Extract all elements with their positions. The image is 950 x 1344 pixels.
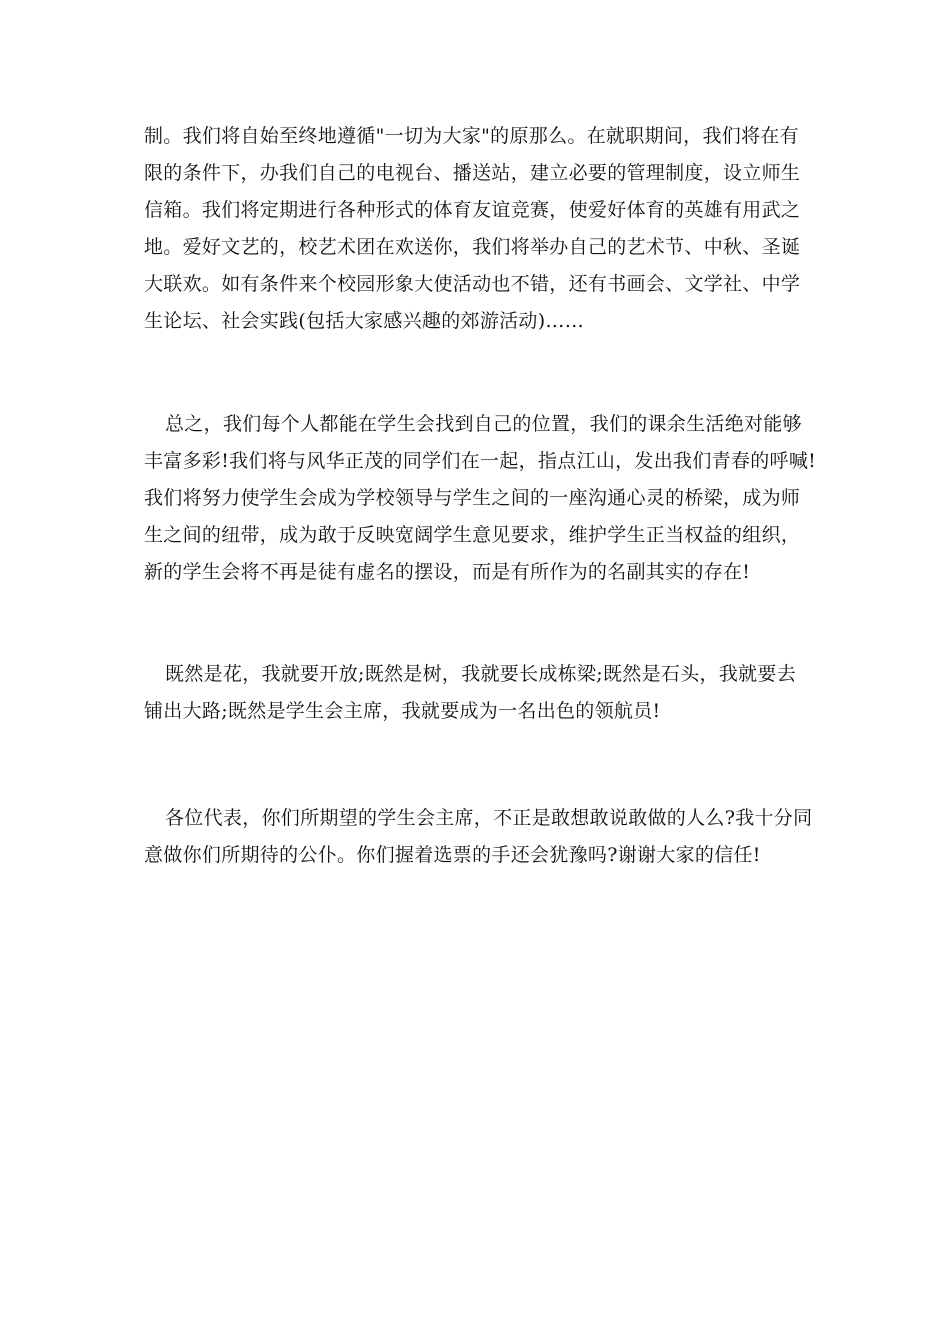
text-line: 生论坛、社会实践(包括大家感兴趣的郊游活动)…… — [144, 310, 585, 332]
text-line: 意做你们所期待的公仆。你们握着选票的手还会犹豫吗?谢谢大家的信任! — [144, 844, 761, 866]
text-line: 地。爱好文艺的，校艺术团在欢送你，我们将举办自己的艺术节、中秋、圣诞 — [144, 236, 801, 258]
text-line: 信箱。我们将定期进行各种形式的体育友谊竞赛，使爱好体育的英雄有用武之 — [144, 199, 801, 221]
text-line: 既然是花，我就要开放;既然是树，我就要长成栋梁;既然是石头，我就要去 — [165, 663, 797, 685]
text-line: 我们将努力使学生会成为学校领导与学生之间的一座沟通心灵的桥梁，成为师 — [144, 487, 801, 509]
text-line: 丰富多彩!我们将与风华正茂的同学们在一起，指点江山，发出我们青春的呼喊! — [144, 450, 817, 472]
text-line: 新的学生会将不再是徒有虚名的摆设，而是有所作为的名副其实的存在! — [144, 561, 751, 583]
text-line: 大联欢。如有条件来个校园形象大使活动也不错，还有书画会、文学社、中学 — [144, 273, 801, 295]
paragraph-1 — [144, 118, 814, 340]
paragraph-2 — [144, 406, 817, 591]
text-line: 限的条件下，办我们自己的电视台、播送站，建立必要的管理制度，设立师生 — [144, 162, 801, 184]
paragraph-4 — [144, 800, 814, 874]
text-line: 铺出大路;既然是学生会主席，我就要成为一名出色的领航员! — [144, 700, 661, 722]
text-line: 生之间的纽带，成为敢于反映宽阔学生意见要求，维护学生正当权益的组织， — [144, 524, 801, 546]
text-line: 总之，我们每个人都能在学生会找到自己的位置，我们的课余生活绝对能够 — [165, 413, 802, 435]
paragraph-3 — [144, 656, 814, 730]
text-line: 各位代表，你们所期望的学生会主席，不正是敢想敢说敢做的人么?我十分同 — [165, 807, 813, 829]
text-line: 制。我们将自始至终地遵循"一切为大家"的原那么。在就职期间，我们将在有 — [144, 125, 799, 147]
